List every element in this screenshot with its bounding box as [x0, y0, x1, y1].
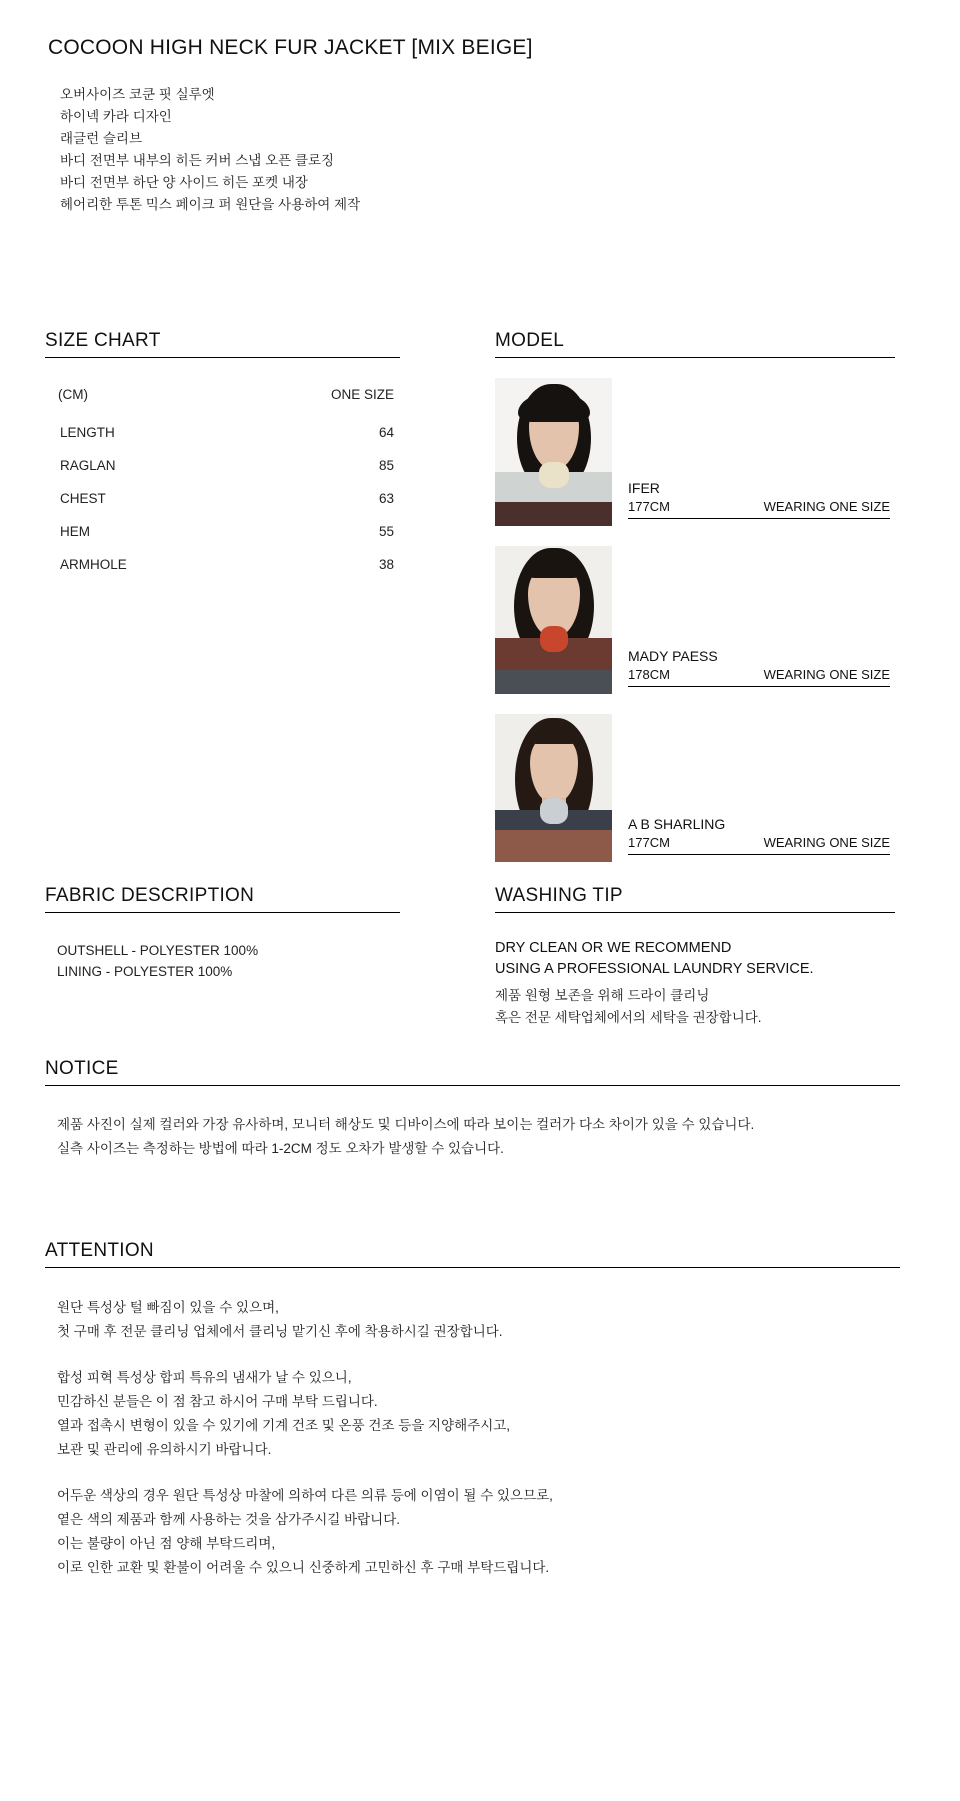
model-height: 177CM [628, 835, 670, 850]
measure-label: CHEST [60, 491, 106, 506]
measure-label: HEM [60, 524, 90, 539]
attention-paragraph [57, 1366, 553, 1462]
list-item [495, 378, 895, 536]
fabric-line: LINING - POLYESTER 100% [57, 964, 233, 979]
list-item [495, 714, 895, 872]
model-wearing-size: WEARING ONE SIZE [763, 835, 890, 850]
model-wearing-size: WEARING ONE SIZE [763, 667, 890, 682]
list-item [495, 546, 895, 704]
attention-body [57, 1296, 553, 1580]
notice-body [57, 1113, 754, 1161]
model-photo [495, 714, 612, 862]
page-title: COCOON HIGH NECK FUR JACKET [MIX BEIGE] [48, 36, 533, 59]
model-list [495, 378, 895, 882]
table-row [45, 416, 400, 449]
model-meta [628, 499, 890, 519]
washing-line: DRY CLEAN OR WE RECOMMEND [495, 940, 732, 956]
notice-heading: NOTICE [45, 1058, 900, 1086]
measure-value: 64 [378, 425, 394, 440]
attention-line: 이는 불량이 아닌 점 양해 부탁드리며, [57, 1536, 276, 1551]
attention-line: 열과 접촉시 변형이 있을 수 있기에 기계 건조 및 온풍 건조 등을 지양해주시고, [57, 1418, 511, 1433]
feature-item: 래글런 슬리브 [60, 131, 142, 146]
washing-tip-heading: WASHING TIP [495, 885, 895, 913]
model-name: IFER [628, 480, 660, 496]
feature-item: 바디 전면부 하단 양 사이드 히든 포켓 내장 [60, 175, 308, 190]
table-row [45, 548, 400, 581]
fabric-description-heading: FABRIC DESCRIPTION [45, 885, 400, 913]
attention-line: 이로 인한 교환 및 환불이 어려울 수 있으니 신중하게 고민하신 후 구매 부탁드립니다. [57, 1560, 550, 1575]
notice-line: 실측 사이즈는 측정하는 방법에 따라 1-2CM 정도 오차가 발생할 수 있습니다. [57, 1141, 504, 1156]
model-photo [495, 546, 612, 694]
feature-item: 하이넥 카라 디자인 [60, 109, 172, 124]
model-info [628, 480, 890, 519]
attention-heading: ATTENTION [45, 1240, 900, 1268]
measure-value: 38 [378, 557, 394, 572]
attention-line: 첫 구매 후 전문 클리닝 업체에서 클리닝 맡기신 후에 착용하시길 권장합니다. [57, 1324, 503, 1339]
table-row [45, 515, 400, 548]
table-row [45, 482, 400, 515]
measure-label: LENGTH [60, 425, 115, 440]
attention-line: 어두운 색상의 경우 원단 특성상 마찰에 의하여 다른 의류 등에 이염이 될 수 있으므로, [57, 1488, 553, 1503]
notice-line: 제품 사진이 실제 컬러와 가장 유사하며, 모니터 해상도 및 디바이스에 따라 보이는 컬러가 다소 차이가 있을 수 있습니다. [57, 1117, 755, 1132]
washing-line: 혹은 전문 세탁업체에서의 세탁을 권장합니다. [495, 1010, 762, 1025]
attention-line: 민감하신 분들은 이 점 참고 하시어 구매 부탁 드립니다. [57, 1394, 378, 1409]
feature-item: 오버사이즈 코쿤 핏 실루엣 [60, 87, 215, 102]
model-info [628, 816, 890, 855]
measure-label: RAGLAN [60, 458, 116, 473]
fabric-description-body [57, 940, 258, 982]
washing-line: USING A PROFESSIONAL LAUNDRY SERVICE. [495, 961, 814, 977]
attention-line: 보관 및 관리에 유의하시기 바랍니다. [57, 1442, 272, 1457]
measure-value: 63 [378, 491, 394, 506]
attention-paragraph [57, 1484, 553, 1580]
attention-line: 옅은 색의 제품과 함께 사용하는 것을 삼가주시길 바랍니다. [57, 1512, 400, 1527]
product-feature-list [60, 84, 360, 216]
feature-item: 바디 전면부 내부의 히든 커버 스냅 오픈 클로징 [60, 153, 335, 168]
size-chart-table [45, 378, 400, 581]
attention-line: 합성 피혁 특성상 합피 특유의 냄새가 날 수 있으니, [57, 1370, 352, 1385]
model-height: 178CM [628, 667, 670, 682]
measure-label: ARMHOLE [60, 557, 127, 572]
washing-line: 제품 원형 보존을 위해 드라이 클리닝 [495, 988, 710, 1003]
model-info [628, 648, 890, 687]
measure-value: 55 [378, 524, 394, 539]
model-meta [628, 835, 890, 855]
size-chart-heading: SIZE CHART [45, 330, 400, 358]
washing-tip-english [495, 938, 814, 980]
table-header-row [45, 378, 400, 416]
model-photo [495, 378, 612, 526]
model-meta [628, 667, 890, 687]
feature-item: 헤어리한 투톤 믹스 페이크 퍼 원단을 사용하여 제작 [60, 197, 361, 212]
measure-value: 85 [378, 458, 394, 473]
attention-line: 원단 특성상 털 빠짐이 있을 수 있으며, [57, 1300, 279, 1315]
size-unit-label: (CM) [58, 387, 88, 402]
model-name: A B SHARLING [628, 816, 726, 832]
model-heading: MODEL [495, 330, 895, 358]
model-wearing-size: WEARING ONE SIZE [763, 499, 890, 514]
model-name: MADY PAESS [628, 648, 718, 664]
model-height: 177CM [628, 499, 670, 514]
size-column-label: ONE SIZE [330, 387, 394, 402]
washing-tip-korean [495, 985, 762, 1029]
attention-paragraph [57, 1296, 553, 1344]
table-row [45, 449, 400, 482]
fabric-line: OUTSHELL - POLYESTER 100% [57, 943, 259, 958]
